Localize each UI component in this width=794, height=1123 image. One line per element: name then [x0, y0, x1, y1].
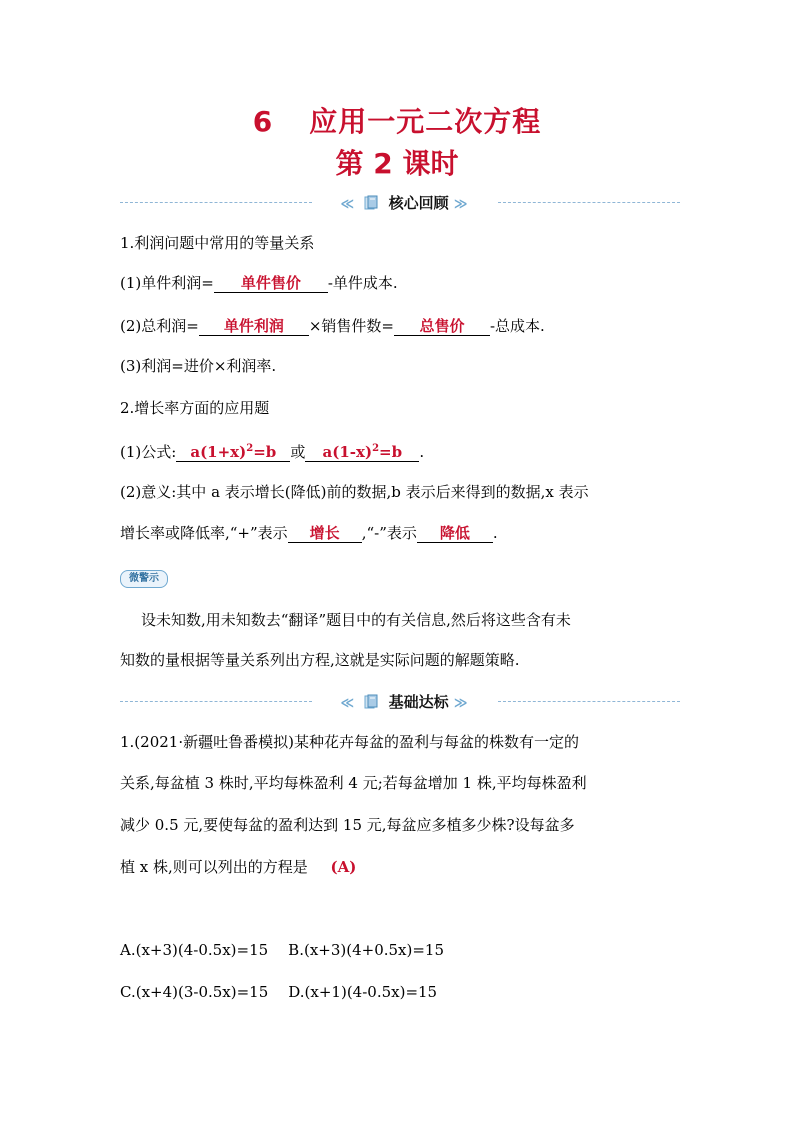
meaning-line-2: 增长率或降低率,“+”表示 增长 ,“-”表示 降低 . — [120, 524, 498, 542]
chapter-title — [0, 100, 794, 140]
section-banner-core-review — [120, 192, 680, 214]
chevron-left-icon: ≪ — [340, 197, 355, 212]
item1-heading: 1.利润问题中常用的等量关系 — [120, 234, 315, 252]
answer-blank: $a(1+x)^2=b$ — [176, 440, 290, 462]
book-icon — [363, 694, 379, 710]
profit-formula-3: (3)利润=进价×利润率. — [120, 357, 277, 375]
option-a: A.(x+3)(4-0.5x)=15 — [120, 941, 269, 959]
section-banner-basic-practice — [120, 691, 680, 713]
item2-heading: 2.增长率方面的应用题 — [120, 399, 270, 417]
chapter-title-text: 应用一元二次方程 — [309, 105, 542, 138]
answer-blank: $a(1-x)^2=b$ — [305, 440, 419, 462]
answer-blank: 增长 — [288, 524, 362, 543]
banner-divider-left — [120, 701, 312, 702]
answer-blank: 单件利润 — [199, 317, 309, 336]
chapter-number: 6 — [252, 105, 274, 138]
tip-badge: 微警示 — [120, 570, 168, 588]
lesson-title: 第 2 课时 — [335, 147, 459, 180]
book-icon — [363, 195, 379, 211]
option-d: D.(x+1)(4-0.5x)=15 — [288, 983, 438, 1001]
question-1-line-2: 关系,每盆植 3 株时,平均每株盈利 4 元;若每盆增加 1 株,平均每株盈利 — [120, 774, 587, 792]
options-row-2 — [120, 982, 437, 1002]
profit-formula-2: (2)总利润= 单件利润 ×销售件数= 总售价 -总成本. — [120, 317, 545, 335]
section-title: 核心回顾 — [388, 194, 449, 212]
chevron-left-icon: ≪ — [340, 696, 355, 711]
option-c: C.(x+4)(3-0.5x)=15 — [120, 983, 269, 1001]
profit-formula-1: (1)单件利润= 单件售价 -单件成本. — [120, 274, 398, 292]
question-1-line-3: 减少 0.5 元,要使每盆的盈利达到 15 元,每盆应多植多少株?设每盆多 — [120, 816, 575, 834]
tip-line-2: 知数的量根据等量关系列出方程,这就是实际问题的解题策略. — [120, 651, 520, 669]
option-b: B.(x+3)(4+0.5x)=15 — [288, 941, 445, 959]
answer-blank: 总售价 — [394, 317, 490, 336]
tip-line-1: 设未知数,用未知数去“翻译”题目中的有关信息,然后将这些含有未 — [141, 611, 571, 629]
options-row-1 — [120, 940, 444, 960]
question-1-line-4: 植 x 株,则可以列出的方程是 (A) — [120, 858, 357, 876]
chevron-right-icon: ≫ — [453, 197, 468, 212]
answer-blank: 降低 — [417, 524, 493, 543]
answer-blank: 单件售价 — [214, 274, 328, 293]
question-1-answer: (A) — [330, 858, 357, 876]
banner-divider-left — [120, 202, 312, 203]
banner-divider-right — [498, 202, 680, 203]
section-title: 基础达标 — [388, 693, 449, 711]
growth-formula: (1)公式: $a(1+x)^2=b$ 或 $a(1-x)^2=b$ . — [120, 440, 424, 462]
chevron-right-icon: ≫ — [453, 696, 468, 711]
question-1-line-1: 1.(2021·新疆吐鲁番模拟)某种花卉每盆的盈利与每盆的株数有一定的 — [120, 733, 579, 751]
banner-divider-right — [498, 701, 680, 702]
meaning-line-1: (2)意义:其中 a 表示增长(降低)前的数据,b 表示后来得到的数据,x 表示 — [120, 483, 589, 501]
